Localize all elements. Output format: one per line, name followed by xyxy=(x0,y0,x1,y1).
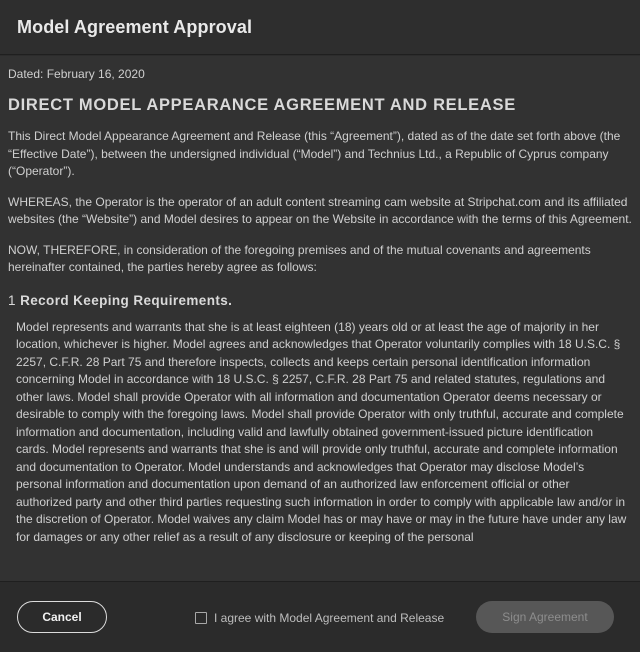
now-therefore-paragraph: NOW, THEREFORE, in consideration of the foregoing premises and of the mutual covenants and agreements hereinafter contained, the parties hereby agree as follows: xyxy=(8,242,591,274)
cancel-button[interactable]: Cancel xyxy=(17,601,107,633)
agreement-content-scroll[interactable] xyxy=(0,56,640,582)
agree-checkbox-row[interactable] xyxy=(195,611,444,625)
modal-header xyxy=(0,0,640,55)
sign-agreement-button[interactable]: Sign Agreement xyxy=(476,601,614,633)
agree-label[interactable]: I agree with Model Agreement and Release xyxy=(214,611,445,625)
modal-title: Model Agreement Approval xyxy=(17,17,253,37)
section-1-title: Record Keeping Requirements. xyxy=(20,292,233,308)
intro-paragraph: This Direct Model Appearance Agreement and Release (this “Agreement”), dated as of the date set forth above (the “Effective Date”), between the undersigned individual (“Model”) and Technius Ltd., a Republic of Cyprus company (“Operator”). xyxy=(8,129,621,178)
modal-footer xyxy=(0,581,640,652)
agreement-date: Dated: February 16, 2020 xyxy=(8,67,145,81)
agree-checkbox[interactable] xyxy=(195,612,207,624)
whereas-paragraph: WHEREAS, the Operator is the operator of an adult content streaming cam website at Stripchat.com and its affiliated websites (the “Website”) and Model desires to appear on the Website in accordance with the terms of this Agreement. xyxy=(8,194,632,226)
section-1-number: 1 xyxy=(8,292,16,308)
document-title: DIRECT MODEL APPEARANCE AGREEMENT AND RELEASE xyxy=(8,96,516,114)
section-1-heading xyxy=(8,293,632,308)
section-1-body: Model represents and warrants that she is at least eighteen (18) years old or at least the age of majority in her location, whichever is higher. Model agrees and acknowledges that Operator voluntarily complies with 18 U.S.C. § 2257, C.F.R. 28 Part 75 and therefore inspects, collects and keeps certain personal identification information concerning Model in accordance with 18 U.S.C. § 2257, C.F.R. 28 Part 75 and related statutes, regulations and other laws. Model shall provide Operator with all information and documentation Operator deems necessary or desirable to comply with the foregoing laws. Model shall provide Operator with only truthful, accurate and complete information and documentation, including valid and lawfully obtained government-issued picture identification cards. Model represents and warrants that she is and will provide only truthful, accurate and complete information and documentation to Operator. Model understands and acknowledges that Operator may disclose Model’s personal information and documentation upon demand of an authorized law enforcement official or other authorized party and other third parties requesting such information in order to comply with applicable law and/or in the discretion of Operator. Model waives any claim Model has or may have or may in the future have under any law for damages or any other relief as a result of any disclosure or keeping of the personal xyxy=(16,319,627,544)
